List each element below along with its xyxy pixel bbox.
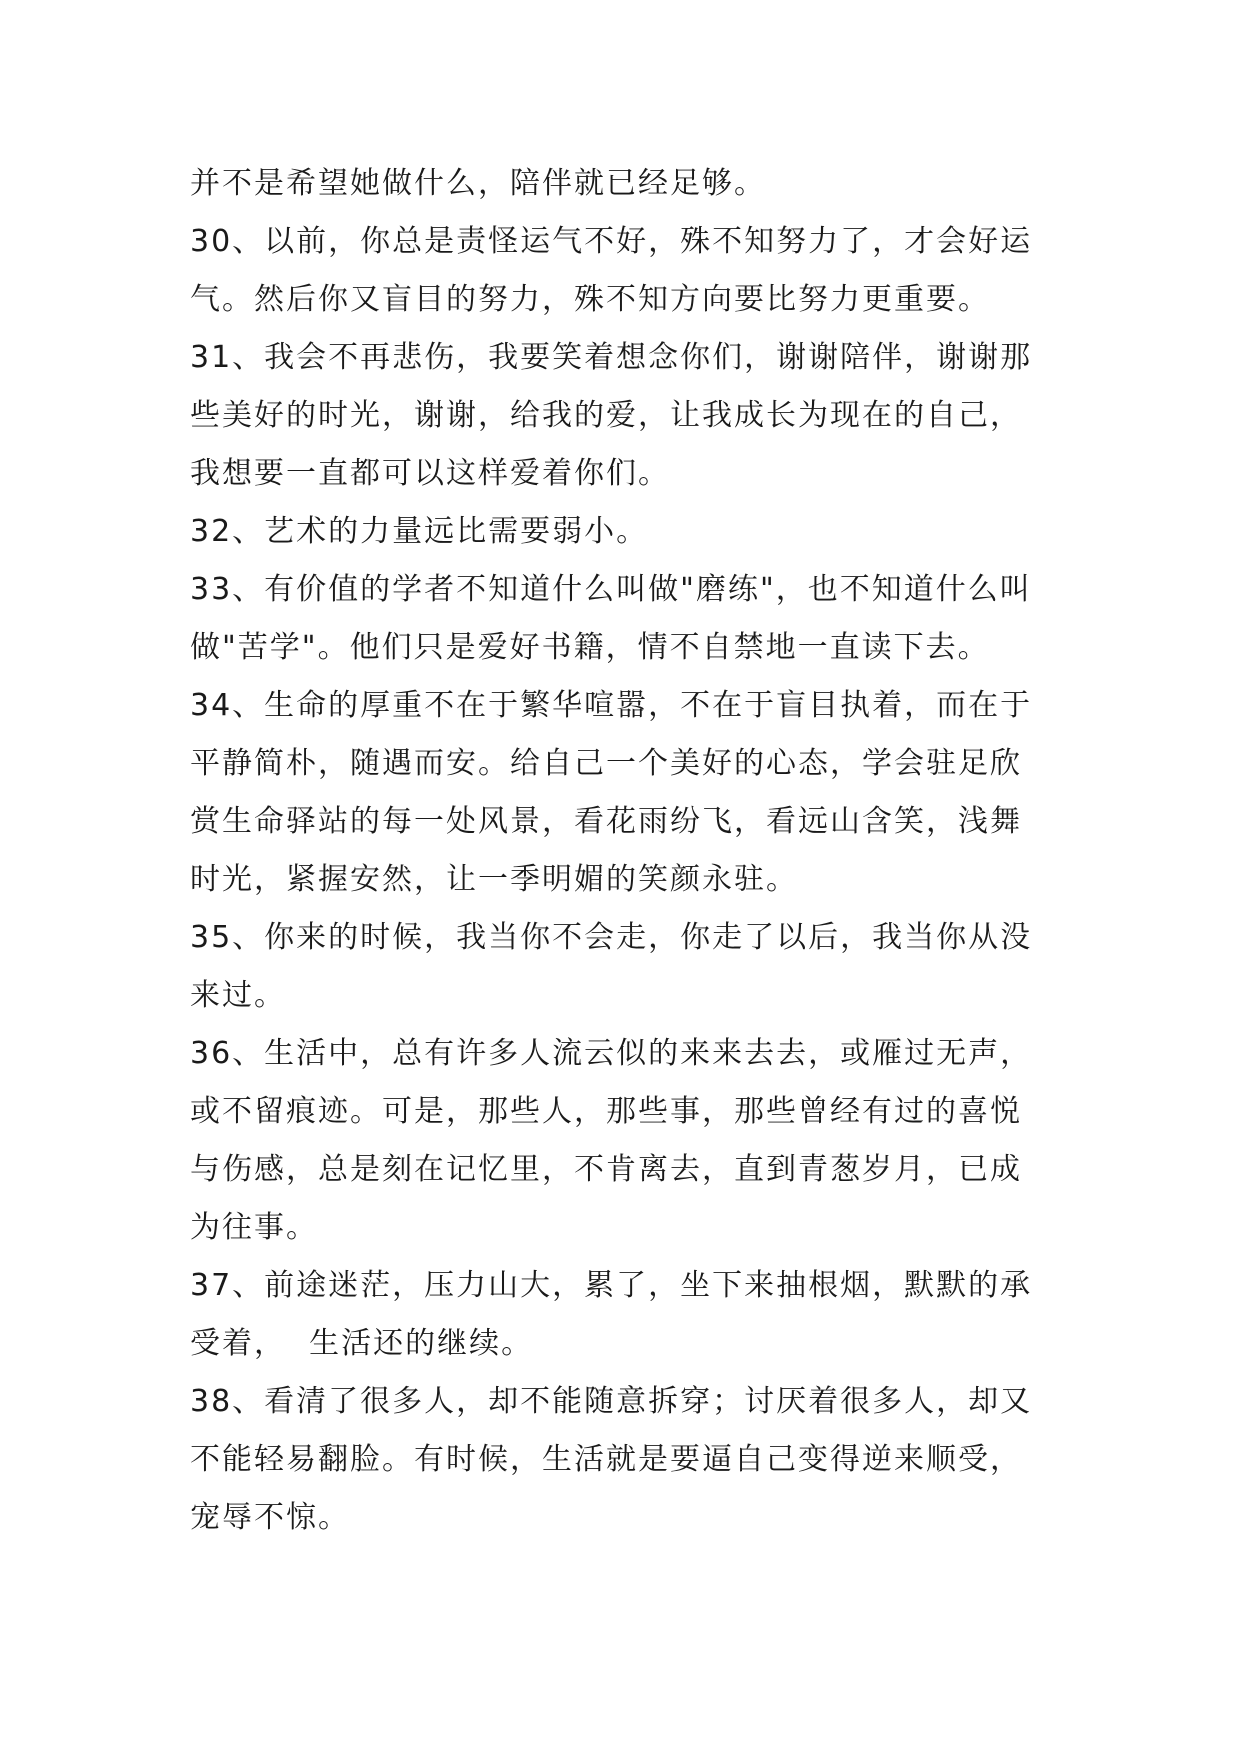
text-line: 36、生活中，总有许多人流云似的来来去去，或雁过无声，: [190, 1036, 1033, 1071]
text-line: 不能轻易翻脸。有时候，生活就是要逼自己变得逆来顺受，: [190, 1442, 1022, 1477]
text-line: 做"苦学"。他们只是爱好书籍，情不自禁地一直读下去。: [190, 630, 990, 665]
text-line: 34、生命的厚重不在于繁华喧嚣，不在于盲目执着，而在于: [190, 688, 1033, 723]
text-line: 来过。: [190, 978, 286, 1013]
text-line: 30、以前，你总是责怪运气不好，殊不知努力了，才会好运: [190, 224, 1033, 259]
text-line: 32、艺术的力量远比需要弱小。: [190, 514, 649, 549]
text-line: 气。然后你又盲目的努力，殊不知方向要比努力更重要。: [190, 282, 990, 317]
text-line: 并不是希望她做什么，陪伴就已经足够。: [190, 166, 766, 201]
text-line: 为往事。: [190, 1210, 318, 1245]
text-line: 平静简朴，随遇而安。给自己一个美好的心态，学会驻足欣: [190, 746, 1022, 781]
text-line: 受着， 生活还的继续。: [190, 1326, 534, 1361]
text-line: 或不留痕迹。可是，那些人，那些事，那些曾经有过的喜悦: [190, 1094, 1022, 1129]
text-line: 31、我会不再悲伤，我要笑着想念你们，谢谢陪伴，谢谢那: [190, 340, 1033, 375]
text-line: 33、有价值的学者不知道什么叫做"磨练"，也不知道什么叫: [190, 572, 1032, 607]
text-line: 37、前途迷茫，压力山大，累了，坐下来抽根烟，默默的承: [190, 1268, 1033, 1303]
text-line: 赏生命驿站的每一处风景，看花雨纷飞，看远山含笑，浅舞: [190, 804, 1022, 839]
text-line: 35、你来的时候，我当你不会走，你走了以后，我当你从没: [190, 920, 1033, 955]
text-line: 与伤感，总是刻在记忆里，不肯离去，直到青葱岁月，已成: [190, 1152, 1022, 1187]
document-body: [190, 155, 1070, 1547]
text-line: 38、看清了很多人，却不能随意拆穿；讨厌着很多人，却又: [190, 1384, 1033, 1419]
text-line: 我想要一直都可以这样爱着你们。: [190, 456, 670, 491]
text-line: 些美好的时光，谢谢，给我的爱，让我成长为现在的自己，: [190, 398, 1022, 433]
text-line: 时光，紧握安然，让一季明媚的笑颜永驻。: [190, 862, 798, 897]
text-line: 宠辱不惊。: [190, 1500, 350, 1535]
